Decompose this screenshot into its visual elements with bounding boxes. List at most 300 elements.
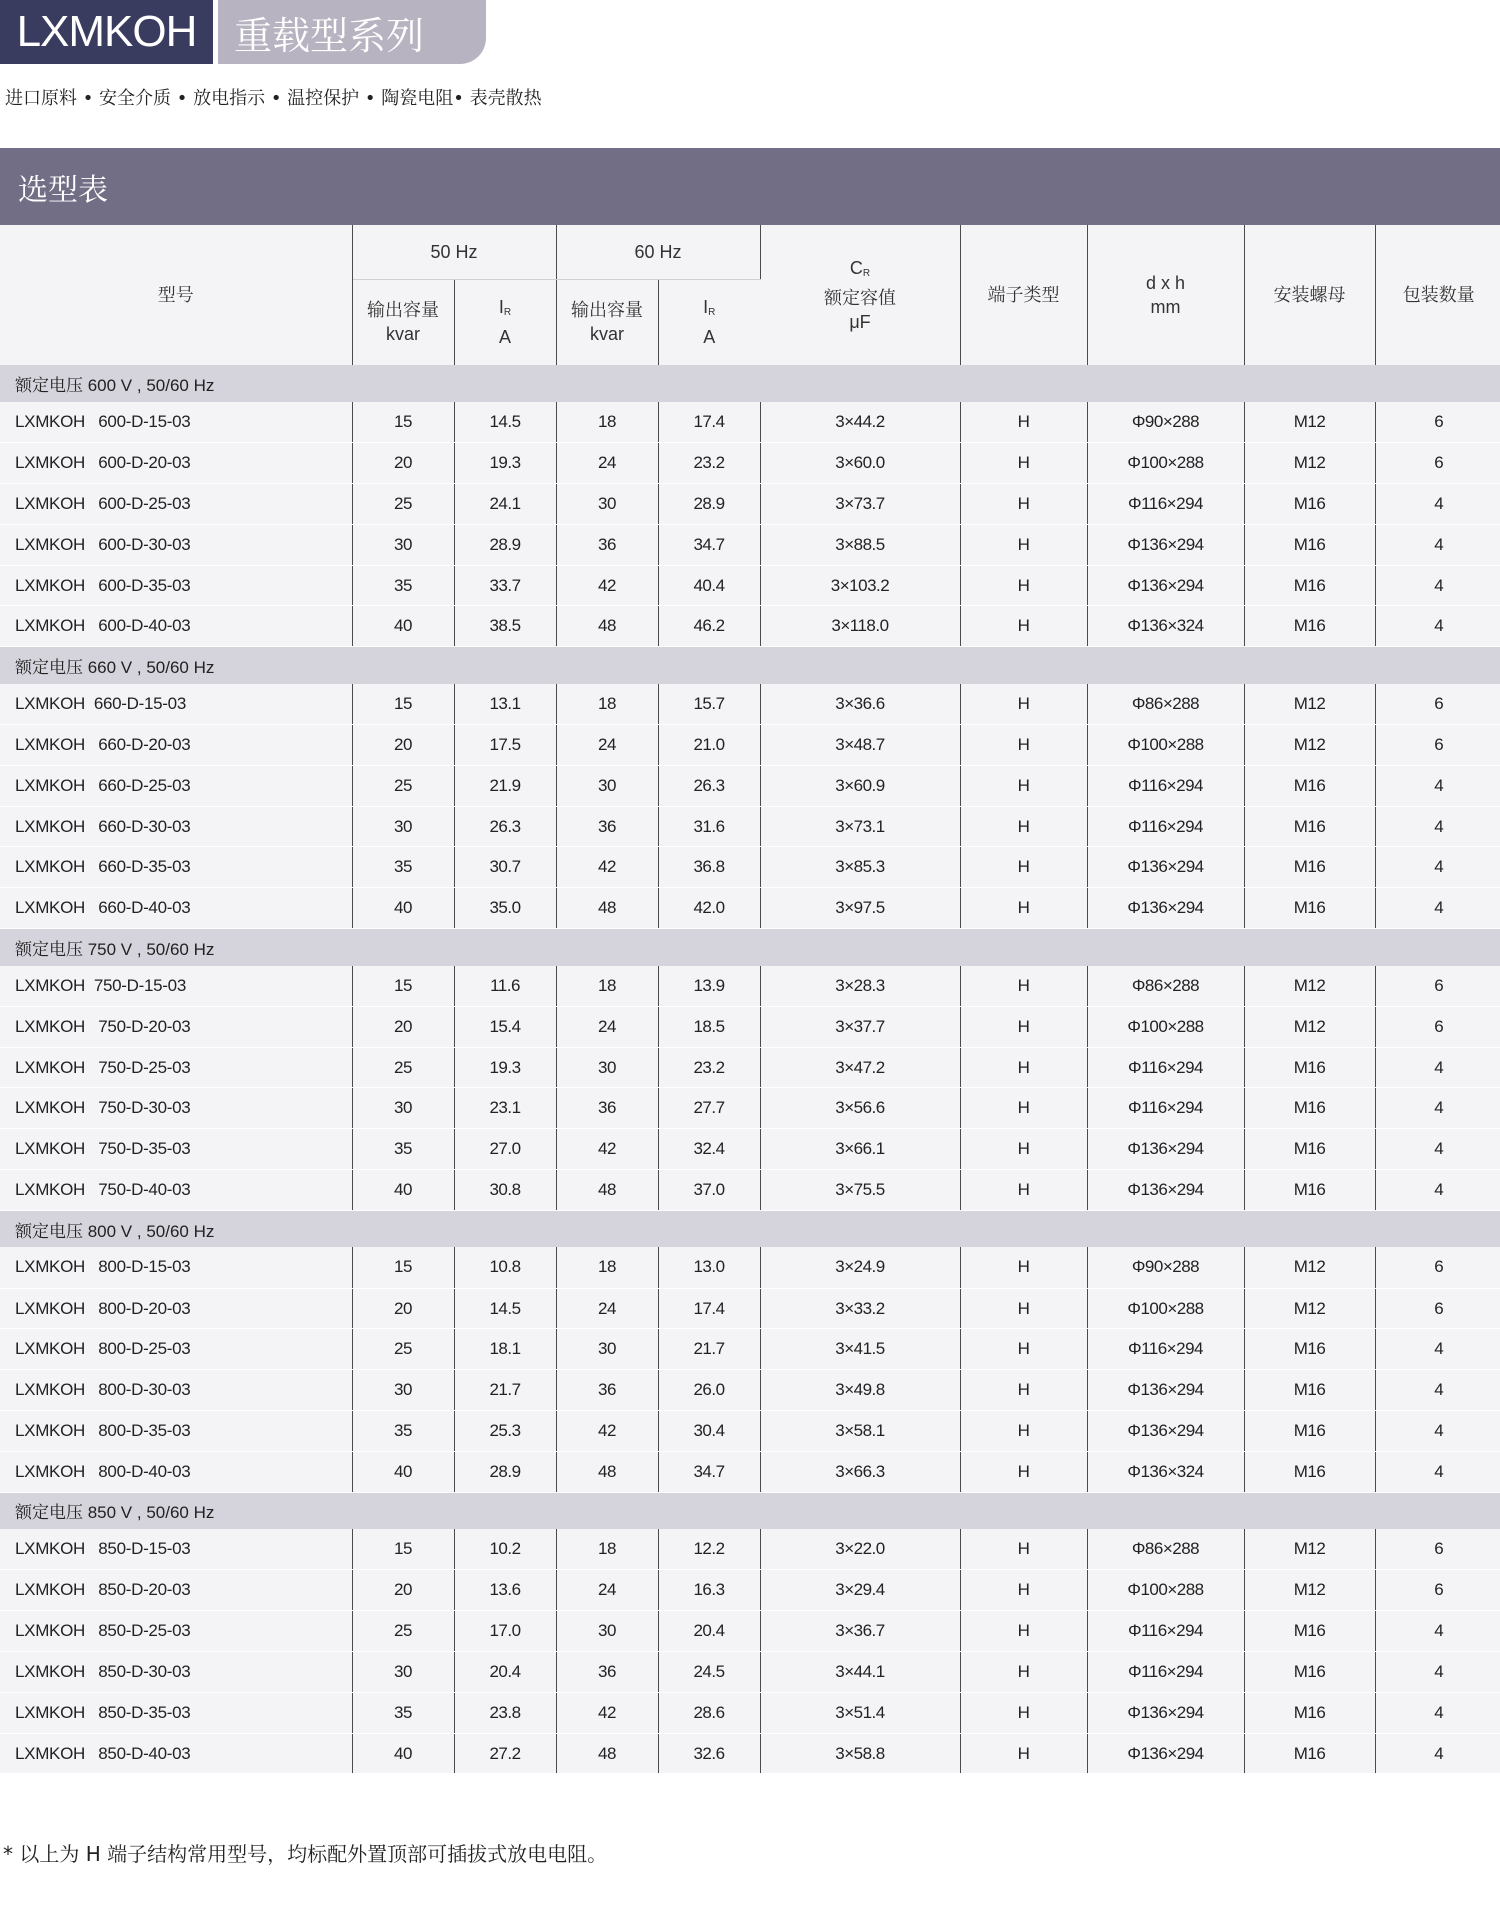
- table-row: [0, 1047, 1500, 1088]
- table-row: [0, 1570, 1500, 1611]
- cell-output-50hz: 25: [352, 1047, 454, 1088]
- cell-pack-qty: 6: [1375, 725, 1500, 766]
- table-row: [0, 606, 1500, 647]
- cell-current-60hz: 17.4: [658, 1288, 760, 1329]
- cell-pack-qty: 6: [1375, 966, 1500, 1007]
- cell-dimensions: Φ116×294: [1087, 1329, 1244, 1370]
- cell-model: LXMKOH 800-D-15-03: [0, 1247, 352, 1288]
- cell-current-50hz: 26.3: [454, 806, 556, 847]
- table-header: [0, 225, 1500, 365]
- amp-unit: A: [498, 327, 511, 348]
- cell-mounting-nut: M12: [1244, 402, 1375, 443]
- cell-model: LXMKOH 600-D-15-03: [0, 402, 352, 443]
- cell-current-50hz: 19.3: [454, 1047, 556, 1088]
- cell-capacitance: 3×33.2: [760, 1288, 960, 1329]
- cell-capacitance: 3×66.1: [760, 1129, 960, 1170]
- cell-dimensions: Φ136×294: [1087, 1411, 1244, 1452]
- section-title-bar: [0, 148, 1500, 225]
- cell-capacitance: 3×24.9: [760, 1247, 960, 1288]
- cell-output-50hz: 25: [352, 765, 454, 806]
- cell-model: LXMKOH 850-D-15-03: [0, 1529, 352, 1570]
- cell-terminal-type: H: [960, 1411, 1087, 1452]
- cell-output-60hz: 18: [556, 1247, 658, 1288]
- cell-mounting-nut: M16: [1244, 1329, 1375, 1370]
- cell-capacitance: 3×44.1: [760, 1652, 960, 1693]
- output-label: 输出容量: [367, 300, 439, 321]
- cell-current-60hz: 30.4: [658, 1411, 760, 1452]
- cell-current-60hz: 26.3: [658, 765, 760, 806]
- cell-current-60hz: 28.9: [658, 484, 760, 525]
- cell-model: LXMKOH 660-D-40-03: [0, 888, 352, 929]
- model-title-tab: LXMKOH: [0, 0, 213, 64]
- cell-pack-qty: 6: [1375, 402, 1500, 443]
- cell-current-50hz: 10.8: [454, 1247, 556, 1288]
- cell-terminal-type: H: [960, 725, 1087, 766]
- cell-pack-qty: 4: [1375, 1692, 1500, 1733]
- cell-terminal-type: H: [960, 1529, 1087, 1570]
- cell-mounting-nut: M16: [1244, 765, 1375, 806]
- cell-dimensions: Φ86×288: [1087, 684, 1244, 725]
- cell-current-50hz: 35.0: [454, 888, 556, 929]
- cell-current-50hz: 18.1: [454, 1329, 556, 1370]
- cell-terminal-type: H: [960, 1170, 1087, 1211]
- cell-capacitance: 3×36.7: [760, 1611, 960, 1652]
- cell-output-60hz: 30: [556, 1047, 658, 1088]
- table-row: [0, 1370, 1500, 1411]
- cell-pack-qty: 4: [1375, 1451, 1500, 1492]
- cell-dimensions: Φ136×324: [1087, 1451, 1244, 1492]
- cell-pack-qty: 4: [1375, 1170, 1500, 1211]
- cell-mounting-nut: M16: [1244, 1451, 1375, 1492]
- dim-unit: mm: [1150, 297, 1181, 317]
- cell-current-50hz: 23.8: [454, 1692, 556, 1733]
- cell-output-50hz: 30: [352, 1088, 454, 1129]
- cell-capacitance: 3×75.5: [760, 1170, 960, 1211]
- cell-terminal-type: H: [960, 1129, 1087, 1170]
- cell-current-60hz: 34.7: [658, 524, 760, 565]
- cell-output-50hz: 40: [352, 1733, 454, 1774]
- cell-terminal-type: H: [960, 847, 1087, 888]
- cell-output-50hz: 30: [352, 806, 454, 847]
- cell-capacitance: 3×47.2: [760, 1047, 960, 1088]
- cell-terminal-type: H: [960, 1247, 1087, 1288]
- dim-label: d x h: [1145, 273, 1186, 293]
- cell-terminal-type: H: [960, 1733, 1087, 1774]
- cell-output-60hz: 30: [556, 484, 658, 525]
- cell-terminal-type: H: [960, 1370, 1087, 1411]
- cell-model: LXMKOH 600-D-35-03: [0, 565, 352, 606]
- cell-mounting-nut: M16: [1244, 1088, 1375, 1129]
- cell-output-60hz: 36: [556, 806, 658, 847]
- cell-current-60hz: 18.5: [658, 1006, 760, 1047]
- cell-pack-qty: 4: [1375, 1047, 1500, 1088]
- cell-current-50hz: 10.2: [454, 1529, 556, 1570]
- voltage-group-title: 额定电压 750 V , 50/60 Hz: [0, 929, 1500, 966]
- cell-capacitance: 3×58.1: [760, 1411, 960, 1452]
- cell-dimensions: Φ136×294: [1087, 565, 1244, 606]
- cell-output-60hz: 18: [556, 966, 658, 1007]
- cell-terminal-type: H: [960, 1652, 1087, 1693]
- cell-current-50hz: 19.3: [454, 443, 556, 484]
- header-50hz-output: [352, 279, 454, 365]
- cell-output-60hz: 48: [556, 1733, 658, 1774]
- cell-current-60hz: 24.5: [658, 1652, 760, 1693]
- cell-dimensions: Φ100×288: [1087, 1288, 1244, 1329]
- cell-terminal-type: H: [960, 1692, 1087, 1733]
- cell-model: LXMKOH 850-D-20-03: [0, 1570, 352, 1611]
- cell-mounting-nut: M12: [1244, 725, 1375, 766]
- cell-dimensions: Φ136×294: [1087, 847, 1244, 888]
- table-row: [0, 1451, 1500, 1492]
- cell-terminal-type: H: [960, 1047, 1087, 1088]
- kvar-unit: kvar: [589, 324, 624, 345]
- cell-current-60hz: 23.2: [658, 443, 760, 484]
- cell-output-50hz: 40: [352, 1170, 454, 1211]
- voltage-group-row: [0, 365, 1500, 402]
- cell-current-60hz: 32.6: [658, 1733, 760, 1774]
- cell-current-60hz: 13.9: [658, 966, 760, 1007]
- cell-current-60hz: 27.7: [658, 1088, 760, 1129]
- amp-unit: A: [703, 327, 716, 348]
- cell-capacitance: 3×73.7: [760, 484, 960, 525]
- voltage-group-title: 额定电压 850 V , 50/60 Hz: [0, 1492, 1500, 1529]
- cell-mounting-nut: M12: [1244, 443, 1375, 484]
- cell-mounting-nut: M16: [1244, 1611, 1375, 1652]
- cell-output-60hz: 42: [556, 565, 658, 606]
- cell-dimensions: Φ90×288: [1087, 402, 1244, 443]
- cell-current-50hz: 21.7: [454, 1370, 556, 1411]
- cell-terminal-type: H: [960, 606, 1087, 647]
- kvar-unit: kvar: [385, 324, 420, 345]
- cell-dimensions: Φ136×294: [1087, 1170, 1244, 1211]
- table-row: [0, 1088, 1500, 1129]
- cell-model: LXMKOH 750-D-20-03: [0, 1006, 352, 1047]
- cell-pack-qty: 4: [1375, 1652, 1500, 1693]
- cell-dimensions: Φ136×294: [1087, 1370, 1244, 1411]
- cell-dimensions: Φ116×294: [1087, 484, 1244, 525]
- table-row: [0, 1129, 1500, 1170]
- cell-dimensions: Φ116×294: [1087, 806, 1244, 847]
- cell-dimensions: Φ116×294: [1087, 1088, 1244, 1129]
- header-50hz: 50 Hz: [352, 225, 556, 279]
- table-row: [0, 806, 1500, 847]
- cell-current-60hz: 21.0: [658, 725, 760, 766]
- cell-current-50hz: 28.9: [454, 1451, 556, 1492]
- cr-label: 额定容值: [824, 288, 896, 308]
- cell-model: LXMKOH 800-D-25-03: [0, 1329, 352, 1370]
- cell-output-60hz: 30: [556, 1329, 658, 1370]
- cell-capacitance: 3×37.7: [760, 1006, 960, 1047]
- voltage-group-title: 额定电压 800 V , 50/60 Hz: [0, 1210, 1500, 1247]
- series-title-tab: 重载型系列: [218, 0, 486, 64]
- cell-capacitance: 3×103.2: [760, 565, 960, 606]
- cell-model: LXMKOH 750-D-30-03: [0, 1088, 352, 1129]
- cell-output-60hz: 30: [556, 765, 658, 806]
- cell-dimensions: Φ86×288: [1087, 966, 1244, 1007]
- cell-dimensions: Φ116×294: [1087, 1047, 1244, 1088]
- cell-pack-qty: 6: [1375, 1570, 1500, 1611]
- cell-current-50hz: 14.5: [454, 1288, 556, 1329]
- cell-output-50hz: 20: [352, 443, 454, 484]
- cell-terminal-type: H: [960, 888, 1087, 929]
- cell-current-60hz: 28.6: [658, 1692, 760, 1733]
- cell-dimensions: Φ100×288: [1087, 443, 1244, 484]
- cell-model: LXMKOH 660-D-25-03: [0, 765, 352, 806]
- cell-current-50hz: 38.5: [454, 606, 556, 647]
- cell-current-50hz: 27.2: [454, 1733, 556, 1774]
- cell-model: LXMKOH 850-D-30-03: [0, 1652, 352, 1693]
- cell-model: LXMKOH 750-D-35-03: [0, 1129, 352, 1170]
- cell-pack-qty: 4: [1375, 1411, 1500, 1452]
- cell-current-60hz: 26.0: [658, 1370, 760, 1411]
- cell-current-60hz: 17.4: [658, 402, 760, 443]
- cell-capacitance: 3×60.9: [760, 765, 960, 806]
- cell-current-60hz: 46.2: [658, 606, 760, 647]
- cell-terminal-type: H: [960, 565, 1087, 606]
- cell-capacitance: 3×44.2: [760, 402, 960, 443]
- cell-output-60hz: 48: [556, 1170, 658, 1211]
- cell-model: LXMKOH 800-D-20-03: [0, 1288, 352, 1329]
- cell-output-50hz: 25: [352, 1611, 454, 1652]
- cell-current-60hz: 13.0: [658, 1247, 760, 1288]
- cell-capacitance: 3×118.0: [760, 606, 960, 647]
- cell-current-50hz: 17.0: [454, 1611, 556, 1652]
- cell-model: LXMKOH 750-D-15-03: [0, 966, 352, 1007]
- cell-dimensions: Φ116×294: [1087, 1611, 1244, 1652]
- cell-output-60hz: 42: [556, 847, 658, 888]
- cell-terminal-type: H: [960, 1611, 1087, 1652]
- cell-dimensions: Φ136×294: [1087, 1129, 1244, 1170]
- cell-output-60hz: 42: [556, 1411, 658, 1452]
- voltage-group-title: 额定电压 600 V , 50/60 Hz: [0, 365, 1500, 402]
- cell-pack-qty: 6: [1375, 1529, 1500, 1570]
- cell-output-60hz: 30: [556, 1611, 658, 1652]
- cell-model: LXMKOH 600-D-20-03: [0, 443, 352, 484]
- cell-model: LXMKOH 850-D-25-03: [0, 1611, 352, 1652]
- ir-symbol: I: [498, 297, 504, 318]
- table-row: [0, 524, 1500, 565]
- ir-symbol: I: [703, 297, 709, 318]
- cell-current-50hz: 30.7: [454, 847, 556, 888]
- cell-mounting-nut: M16: [1244, 888, 1375, 929]
- cell-terminal-type: H: [960, 966, 1087, 1007]
- cell-capacitance: 3×48.7: [760, 725, 960, 766]
- cell-capacitance: 3×29.4: [760, 1570, 960, 1611]
- cell-current-60hz: 37.0: [658, 1170, 760, 1211]
- cell-dimensions: Φ100×288: [1087, 725, 1244, 766]
- table-row: [0, 765, 1500, 806]
- cell-output-50hz: 40: [352, 888, 454, 929]
- table-row: [0, 1652, 1500, 1693]
- cell-mounting-nut: M16: [1244, 1170, 1375, 1211]
- cell-output-50hz: 30: [352, 1652, 454, 1693]
- cell-terminal-type: H: [960, 765, 1087, 806]
- table-row: [0, 847, 1500, 888]
- cell-current-60hz: 16.3: [658, 1570, 760, 1611]
- cell-terminal-type: H: [960, 1088, 1087, 1129]
- cell-output-50hz: 35: [352, 1692, 454, 1733]
- feature-list: 进口原料 • 安全介质 • 放电指示 • 温控保护 • 陶瓷电阻• 表壳散热: [5, 88, 542, 109]
- cell-output-60hz: 48: [556, 606, 658, 647]
- cell-capacitance: 3×36.6: [760, 684, 960, 725]
- cell-model: LXMKOH 600-D-25-03: [0, 484, 352, 525]
- table-row: [0, 966, 1500, 1007]
- header-60hz-current: [658, 279, 760, 365]
- cell-current-60hz: 36.8: [658, 847, 760, 888]
- cell-model: LXMKOH 660-D-15-03: [0, 684, 352, 725]
- cell-output-50hz: 30: [352, 1370, 454, 1411]
- cell-output-60hz: 24: [556, 443, 658, 484]
- cell-terminal-type: H: [960, 1288, 1087, 1329]
- cell-terminal-type: H: [960, 1006, 1087, 1047]
- header-capacitance: [760, 225, 960, 365]
- cell-output-50hz: 35: [352, 565, 454, 606]
- cell-output-50hz: 20: [352, 725, 454, 766]
- cell-current-50hz: 20.4: [454, 1652, 556, 1693]
- cell-pack-qty: 4: [1375, 565, 1500, 606]
- cell-current-50hz: 27.0: [454, 1129, 556, 1170]
- cell-output-50hz: 15: [352, 402, 454, 443]
- cell-current-50hz: 30.8: [454, 1170, 556, 1211]
- cell-pack-qty: 6: [1375, 443, 1500, 484]
- header-dimensions: [1087, 225, 1244, 365]
- cell-output-60hz: 24: [556, 1006, 658, 1047]
- cell-pack-qty: 4: [1375, 1088, 1500, 1129]
- cell-model: LXMKOH 750-D-25-03: [0, 1047, 352, 1088]
- cell-output-60hz: 24: [556, 1288, 658, 1329]
- cell-mounting-nut: M12: [1244, 1006, 1375, 1047]
- voltage-group-title: 额定电压 660 V , 50/60 Hz: [0, 647, 1500, 684]
- cell-mounting-nut: M16: [1244, 1652, 1375, 1693]
- cell-pack-qty: 4: [1375, 847, 1500, 888]
- table-row: [0, 1170, 1500, 1211]
- cell-pack-qty: 4: [1375, 765, 1500, 806]
- cell-output-60hz: 36: [556, 1088, 658, 1129]
- cell-current-60hz: 40.4: [658, 565, 760, 606]
- cell-capacitance: 3×85.3: [760, 847, 960, 888]
- cell-mounting-nut: M16: [1244, 1733, 1375, 1774]
- cell-pack-qty: 4: [1375, 1329, 1500, 1370]
- cell-terminal-type: H: [960, 1329, 1087, 1370]
- cell-capacitance: 3×66.3: [760, 1451, 960, 1492]
- table-row: [0, 1733, 1500, 1774]
- header-model: 型号: [0, 225, 352, 365]
- cell-dimensions: Φ86×288: [1087, 1529, 1244, 1570]
- cell-current-60hz: 42.0: [658, 888, 760, 929]
- cell-pack-qty: 4: [1375, 606, 1500, 647]
- cell-dimensions: Φ100×288: [1087, 1570, 1244, 1611]
- cell-model: LXMKOH 850-D-35-03: [0, 1692, 352, 1733]
- cell-current-50hz: 15.4: [454, 1006, 556, 1047]
- cell-model: LXMKOH 850-D-40-03: [0, 1733, 352, 1774]
- ir-subscript: R: [503, 307, 512, 319]
- table-row: [0, 684, 1500, 725]
- cell-dimensions: Φ100×288: [1087, 1006, 1244, 1047]
- table-row: [0, 565, 1500, 606]
- cell-output-60hz: 36: [556, 1370, 658, 1411]
- cell-mounting-nut: M12: [1244, 966, 1375, 1007]
- table-row: [0, 1288, 1500, 1329]
- cell-pack-qty: 4: [1375, 524, 1500, 565]
- cell-output-50hz: 20: [352, 1288, 454, 1329]
- cell-output-50hz: 40: [352, 606, 454, 647]
- cell-mounting-nut: M16: [1244, 1692, 1375, 1733]
- cell-current-50hz: 17.5: [454, 725, 556, 766]
- cell-capacitance: 3×58.8: [760, 1733, 960, 1774]
- cell-model: LXMKOH 800-D-30-03: [0, 1370, 352, 1411]
- voltage-group-row: [0, 1210, 1500, 1247]
- cell-mounting-nut: M12: [1244, 1570, 1375, 1611]
- header-60hz-output: [556, 279, 658, 365]
- cell-output-50hz: 25: [352, 1329, 454, 1370]
- header-50hz-current: [454, 279, 556, 365]
- cell-output-60hz: 18: [556, 684, 658, 725]
- cell-terminal-type: H: [960, 806, 1087, 847]
- cell-model: LXMKOH 800-D-35-03: [0, 1411, 352, 1452]
- cell-current-60hz: 31.6: [658, 806, 760, 847]
- cell-pack-qty: 6: [1375, 684, 1500, 725]
- cell-dimensions: Φ136×294: [1087, 1733, 1244, 1774]
- cell-pack-qty: 4: [1375, 484, 1500, 525]
- cell-terminal-type: H: [960, 402, 1087, 443]
- cell-current-60hz: 34.7: [658, 1451, 760, 1492]
- table-row: [0, 1247, 1500, 1288]
- header-pack: 包装数量: [1375, 225, 1500, 365]
- cell-output-50hz: 20: [352, 1570, 454, 1611]
- cell-capacitance: 3×49.8: [760, 1370, 960, 1411]
- cell-output-50hz: 20: [352, 1006, 454, 1047]
- cell-output-50hz: 40: [352, 1451, 454, 1492]
- cell-output-50hz: 25: [352, 484, 454, 525]
- cell-model: LXMKOH 600-D-40-03: [0, 606, 352, 647]
- cell-mounting-nut: M16: [1244, 847, 1375, 888]
- cell-pack-qty: 4: [1375, 1733, 1500, 1774]
- cell-terminal-type: H: [960, 1570, 1087, 1611]
- cell-dimensions: Φ136×294: [1087, 1692, 1244, 1733]
- cell-current-60hz: 21.7: [658, 1329, 760, 1370]
- cell-current-60hz: 12.2: [658, 1529, 760, 1570]
- cell-mounting-nut: M16: [1244, 1129, 1375, 1170]
- cell-model: LXMKOH 660-D-35-03: [0, 847, 352, 888]
- cell-output-60hz: 42: [556, 1129, 658, 1170]
- table-row: [0, 1329, 1500, 1370]
- table-row: [0, 443, 1500, 484]
- table-row: [0, 888, 1500, 929]
- table-row: [0, 725, 1500, 766]
- cell-current-60hz: 32.4: [658, 1129, 760, 1170]
- cr-subscript: R: [862, 268, 871, 279]
- cell-model: LXMKOH 750-D-40-03: [0, 1170, 352, 1211]
- ir-subscript: R: [708, 307, 716, 319]
- cell-model: LXMKOH 800-D-40-03: [0, 1451, 352, 1492]
- cell-output-60hz: 36: [556, 524, 658, 565]
- table-row: [0, 1692, 1500, 1733]
- cell-pack-qty: 6: [1375, 1288, 1500, 1329]
- cell-mounting-nut: M16: [1244, 1370, 1375, 1411]
- cell-current-50hz: 11.6: [454, 966, 556, 1007]
- cell-capacitance: 3×56.6: [760, 1088, 960, 1129]
- cell-output-60hz: 18: [556, 402, 658, 443]
- cell-current-60hz: 23.2: [658, 1047, 760, 1088]
- table-row: [0, 1411, 1500, 1452]
- cell-model: LXMKOH 660-D-30-03: [0, 806, 352, 847]
- footnote: * 以上为 H 端子结构常用型号，均标配外置顶部可插拔式放电电阻。: [3, 1842, 608, 1866]
- cell-output-50hz: 35: [352, 1129, 454, 1170]
- cell-output-60hz: 48: [556, 888, 658, 929]
- cell-dimensions: Φ90×288: [1087, 1247, 1244, 1288]
- cr-unit: μF: [849, 312, 871, 332]
- cell-model: LXMKOH 660-D-20-03: [0, 725, 352, 766]
